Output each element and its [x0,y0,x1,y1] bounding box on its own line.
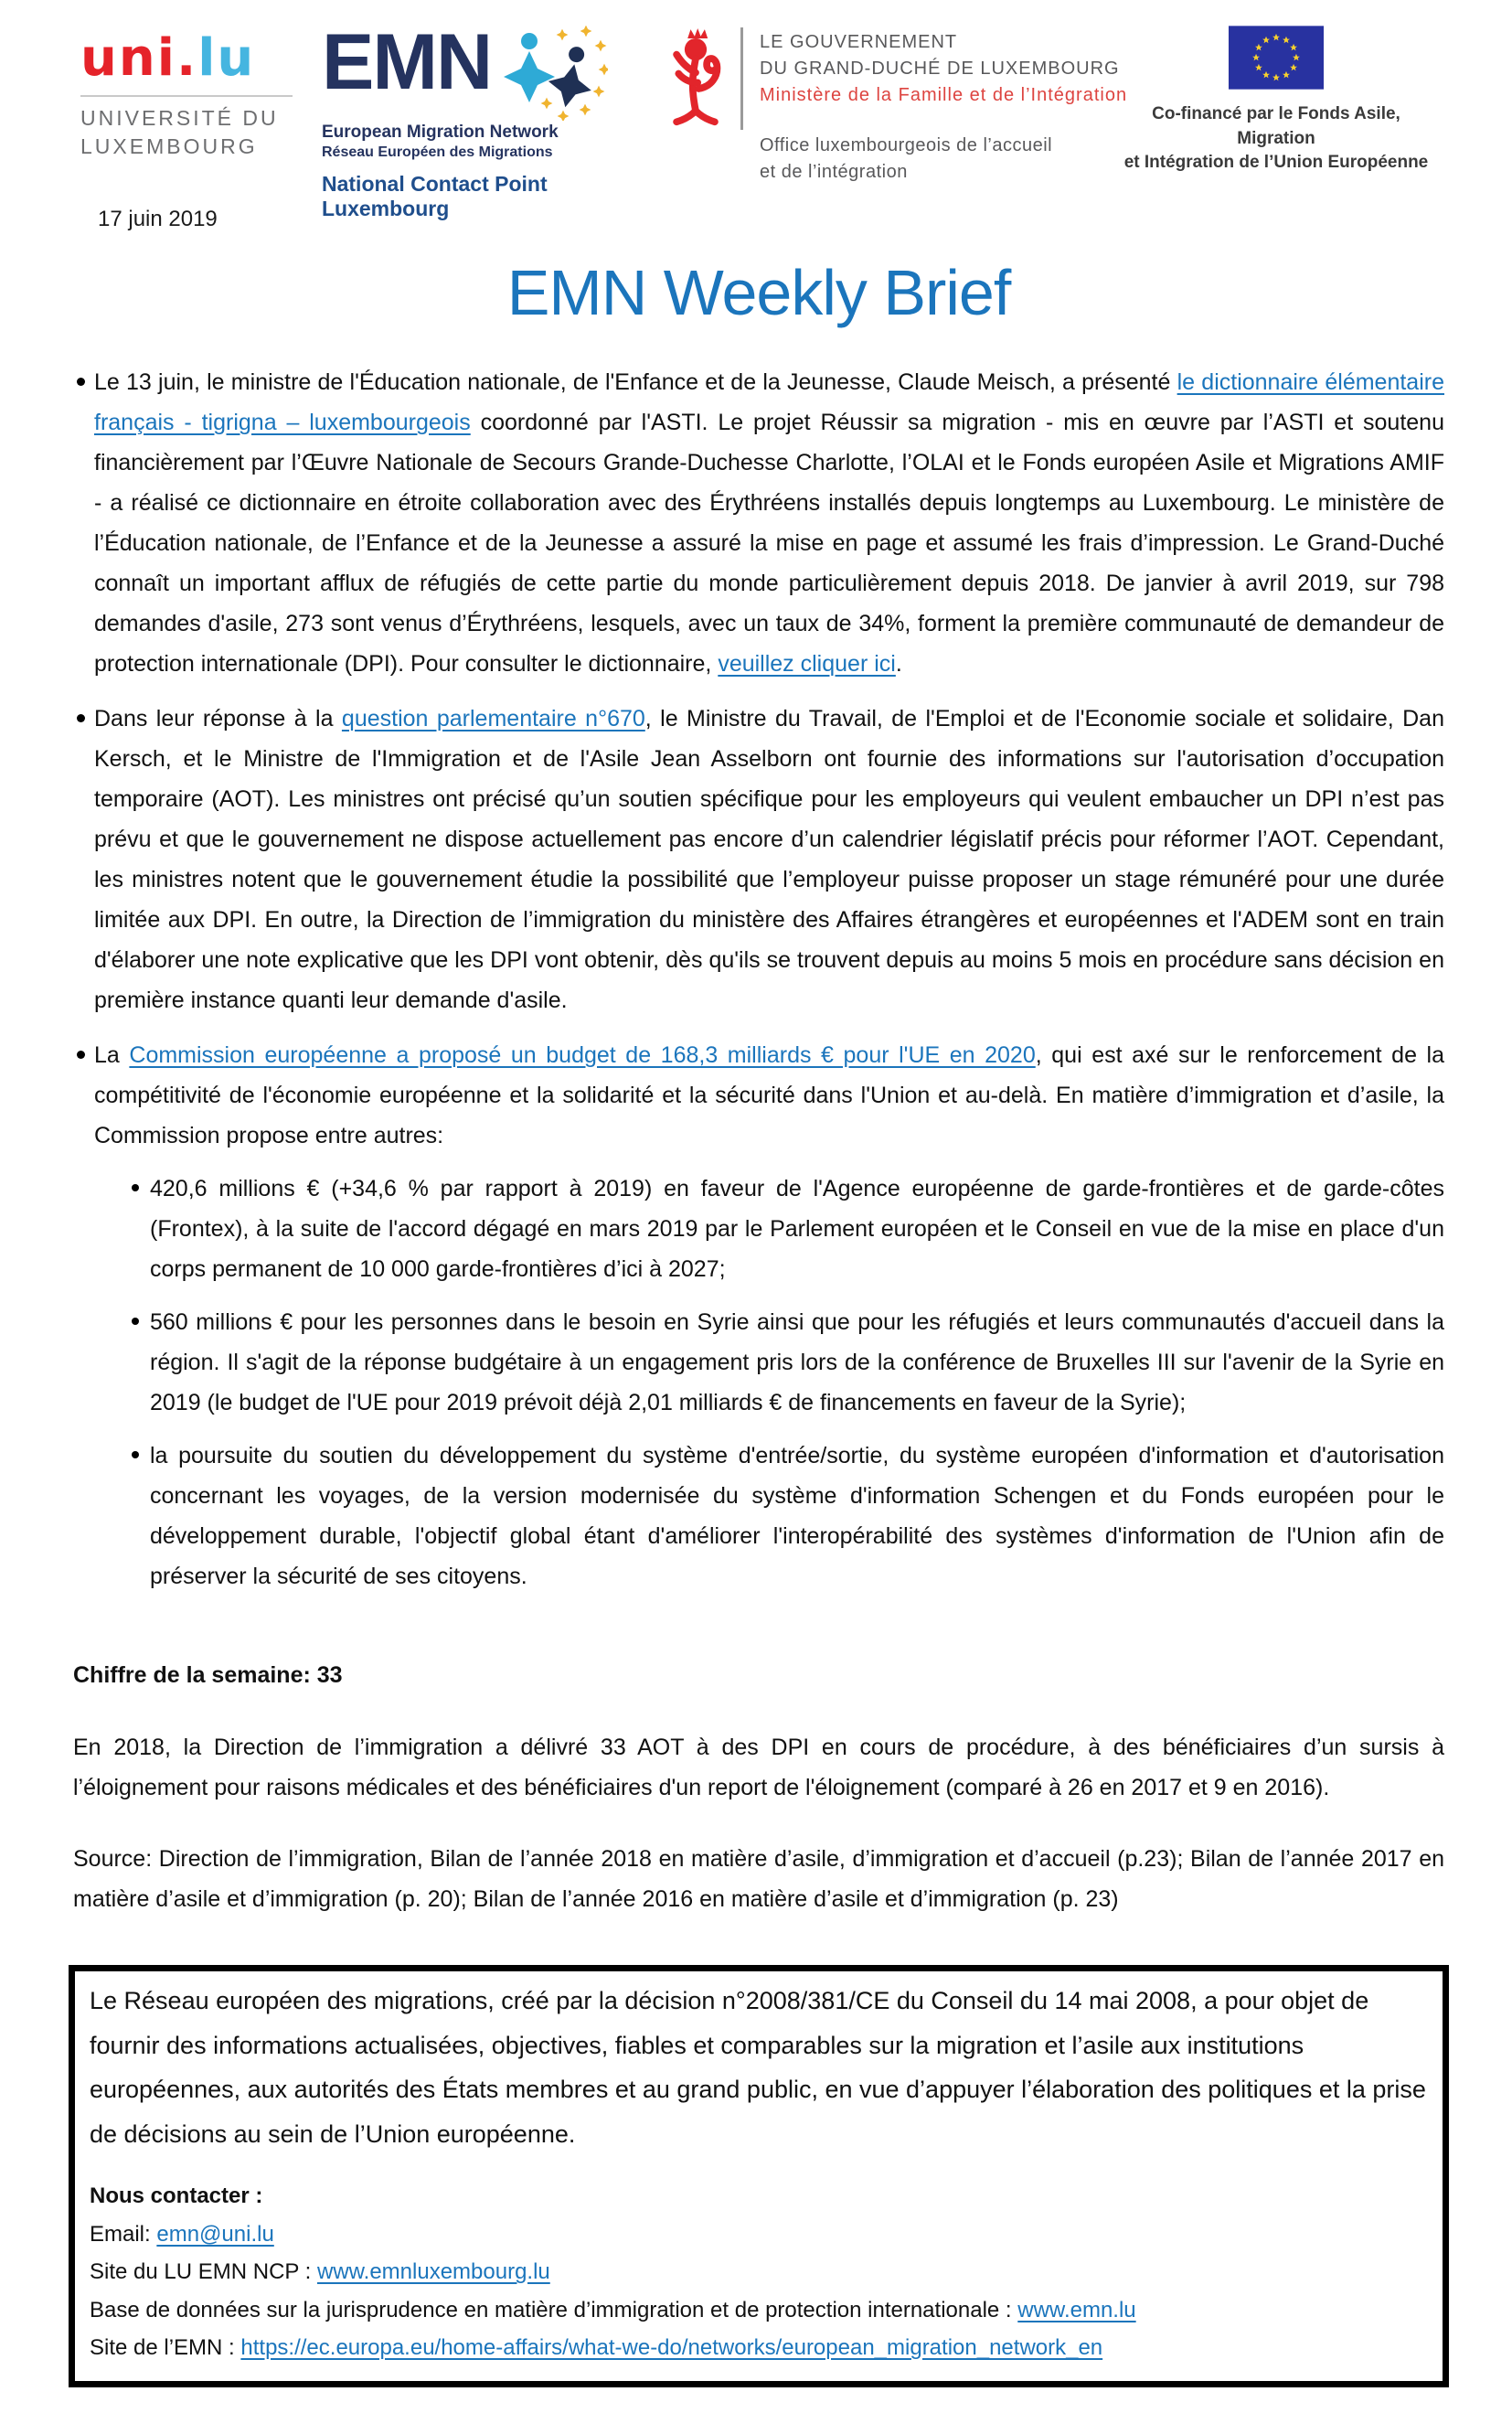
emn-europa-site-link[interactable]: https://ec.europa.eu/home-affairs/what-we-do/networks/european_migration_network_en [240,2334,1103,2360]
contact-heading: Nous contacter : [90,2183,263,2209]
text-segment: la poursuite du soutien du développement du système d'entrée/sortie, du système européen d'information et d'autorisation concernant les voyages, de la version modernisée du système d'information Schengen et du Fonds européen pour le développement durable, l'objectif global étant d'améliorer l'interopérabilité des systèmes d'information de l'Union afin de préserver la sécurité de ses citoyens. [150,1443,1444,1589]
gov-line1: LE GOUVERNEMENT [760,32,958,52]
luxembourg-government-logo [665,26,1127,186]
text-segment: , qui est axé sur le renforcement de la compétitivité de l'économie européenne et la solidarité et la sécurité dans l'Union et au-delà. En matière d’immigration et d’asile, la Commission propose entre autres: [94,1042,1445,1148]
eu-cofinancing-logo [1113,26,1439,176]
eu-budget-link[interactable]: Commission européenne a proposé un budget de 168,3 milliards € pour l'UE en 2020 [129,1042,1036,1068]
text-segment: Site du LU EMN NCP : [90,2259,317,2285]
email-link[interactable]: emn@uni.lu [156,2222,274,2248]
unilu-word-blue: lu [197,28,256,88]
text-segment: La [94,1042,130,1068]
document-body [0,207,1512,2387]
dictionary-link[interactable]: le dictionnaire élémentaire français - tigrigna – luxembourgeois [94,369,1444,435]
emn-caption-fr: Réseau Européen des Migrations [322,144,553,160]
text-segment: Email: [90,2222,157,2248]
emn-lu-link[interactable]: www.emn.lu [1017,2297,1136,2322]
click-here-link[interactable]: veuillez cliquer ici [718,651,896,677]
gov-line2: DU GRAND-DUCHÉ DE LUXEMBOURG [760,59,1120,79]
emn-ncp-caption: National Contact Point Luxembourg [322,172,548,220]
unilu-divider [80,95,293,97]
text-segment: 560 millions € pour les personnes dans le besoin en Syrie ainsi que pour les réfugiés et leurs communautés d'accueil dans la région. Il s'agit de la réponse budgétaire à un engagement pris lors de la conférence de Bruxelles III sur l'avenir de la Syrie en 2019 (le budget de l'UE pour 2019 prévoit déjà 2,01 milliards € de financements en faveur de la Syrie); [150,1309,1444,1415]
text-segment: . [895,651,902,677]
parliamentary-question-link[interactable]: question parlementaire n°670 [341,706,645,731]
about-emn-paragraph: Le Réseau européen des migrations, créé par la décision n°2008/381/CE du Conseil du 14 mai 2008, a pour objet de fournir des informations actualisées, objectives, fiables et comparables sur la migration et l’asile aux institutions européennes, aux autorités des États membres et au grand public, en vue d’appuyer l’élaboration des politiques et la prise de décisions au sein de l’Union européenne. [90,1987,1426,2148]
unilu-logo [80,28,300,161]
figure-of-the-week-paragraph: En 2018, la Direction de l’immigration a délivré 33 AOT à des DPI en cours de procédure, à des bénéficiaires d’un sursis à l’éloignement pour raisons médicales et des bénéficiaires d'un report de l'éloignement (comparé à 26 en 2017 et 9 en 2016). [73,1735,1444,1800]
source-paragraph: Source: Direction de l’immigration, Bilan de l’année 2018 en matière d’asile, d’immigration et d’accueil (p.23); Bilan de l’année 2017 en matière d’asile et d’immigration (p. 20); Bilan de l’année 2016 en matière d’asile et d’immigration (p. 23) [73,1846,1444,1912]
contact-ncp-site-line [90,2253,1428,2290]
contact-jurisprudence-line [90,2291,1428,2329]
budget-sub-item-interoperability [128,1436,1444,1596]
news-item-eu-budget-intro [94,1042,1444,1148]
unilu-wordmark [80,28,300,88]
unilu-word-red: uni [80,28,176,88]
figure-of-the-week-heading: Chiffre de la semaine: 33 [73,1662,343,1688]
contact-email-line [90,2215,1428,2253]
text-segment: Base de données sur la jurisprudence en matière d’immigration et de protection internationale : [90,2297,1018,2322]
gov-office-caption: Office luxembourgeois de l’accueil et de l’intégration [760,135,1053,182]
text-segment: , le Ministre du Travail, de l'Emploi et de l'Economie sociale et solidaire, Dan Kersch, et le Ministre de l'Immigration et de l'Asile Jean Asselborn ont fournie des informations sur l'autorisation d’occupation temporaire (AOT). Les ministres ont précisé qu’un soutien spécifique pour les employeurs qui veulent embaucher un DPI n’est pas prévu et que le gouvernement ne dispose actuellement pas encore d’un calendrier législatif précis pour réformer l’AOT. Cependant, les ministres notent que le gouvernement étudie la possibilité que l’employeur puisse proposer un stage rémunéré pour une durée limitée aux DPI. En outre, la Direction de l’immigration du ministère des Affaires étrangères et européennes et l'ADEM sont en train d'élaborer une note explicative que les DPI vont obtenir, dès qu'ils se trouvent depuis au moins 5 mois en procédure sans décision en première instance quanti leur demande d'asile. [94,706,1444,1013]
text-segment: coordonné par l'ASTI. Le projet Réussir sa migration - mis en œuvre par l’ASTI et soutenu financièrement par l’Œuvre Nationale de Secours Grande-Duchesse Charlotte, l’OLAI et le Fonds européen Asile et Migrations AMIF - a réalisé ce dictionnaire en étroite collaboration avec des Érythréens installés depuis longtemps au Luxembourg. Le ministère de l’Éducation nationale, de l’Enfance et de la Jeunesse a assuré la mise en page et assumé les frais d’impression. Le Grand-Duché connaît un important afflux de réfugiés de cette partie du monde particulièrement depuis 2018. De janvier à avril 2019, sur 798 demandes d'asile, 273 sont venus d’Érythréens, lesquels, avec un taux de 34%, forment la première communauté de demandeur de protection internationale (DPI). Pour consulter le dictionnaire, [94,410,1444,677]
news-bullet-list [73,362,1444,1596]
gov-ministry-line: Ministère de la Famille et de l’Intégration [760,85,1128,105]
news-item-eu-budget [73,1035,1444,1596]
text-segment: 420,6 millions € (+34,6 % par rapport à 2019) en faveur de l'Agence européenne de garde-frontières et de garde-côtes (Frontex), à la suite de l'accord dégagé en mars 2019 par le Parlement européen et le Conseil en vue de la mise en place d'un corps permanent de 10 000 garde-frontières d’ici à 2027; [150,1176,1444,1282]
emn-star-figures-icon [496,26,608,121]
text-segment: Le 13 juin, le ministre de l'Éducation nationale, de l'Enfance et de la Jeunesse, Claude Meisch, a présenté [94,369,1177,395]
emn-caption-en: European Migration Network [322,123,559,142]
budget-sub-item-frontex [128,1169,1444,1289]
budget-sub-list [128,1169,1444,1596]
unilu-word-dot: . [176,28,198,88]
eu-flag-icon [1229,26,1324,90]
gov-text [760,26,1127,186]
news-item-parliamentary-question [73,699,1444,1020]
red-lion-icon [665,26,726,132]
contact-emn-site-line [90,2329,1428,2366]
eu-cofinancing-caption: Co-financé par le Fonds Asile, Migration et Intégration de l’Union Européenne [1123,104,1429,173]
page-title: EMN Weekly Brief [506,257,1011,328]
issue-date: 17 juin 2019 [98,207,218,231]
budget-sub-item-syria [128,1302,1444,1423]
unilu-caption: UNIVERSITÉ DU LUXEMBOURG [80,106,279,159]
emn-luxembourg-site-link[interactable]: www.emnluxembourg.lu [316,2259,550,2285]
about-emn-box [69,1965,1449,2387]
text-segment: Site de l’EMN : [90,2334,241,2360]
text-segment: Dans leur réponse à la [94,706,342,731]
news-item-dictionary [73,362,1444,684]
emn-acronym: EMN [322,18,492,106]
emn-logo [322,18,614,221]
gov-divider [740,27,743,130]
